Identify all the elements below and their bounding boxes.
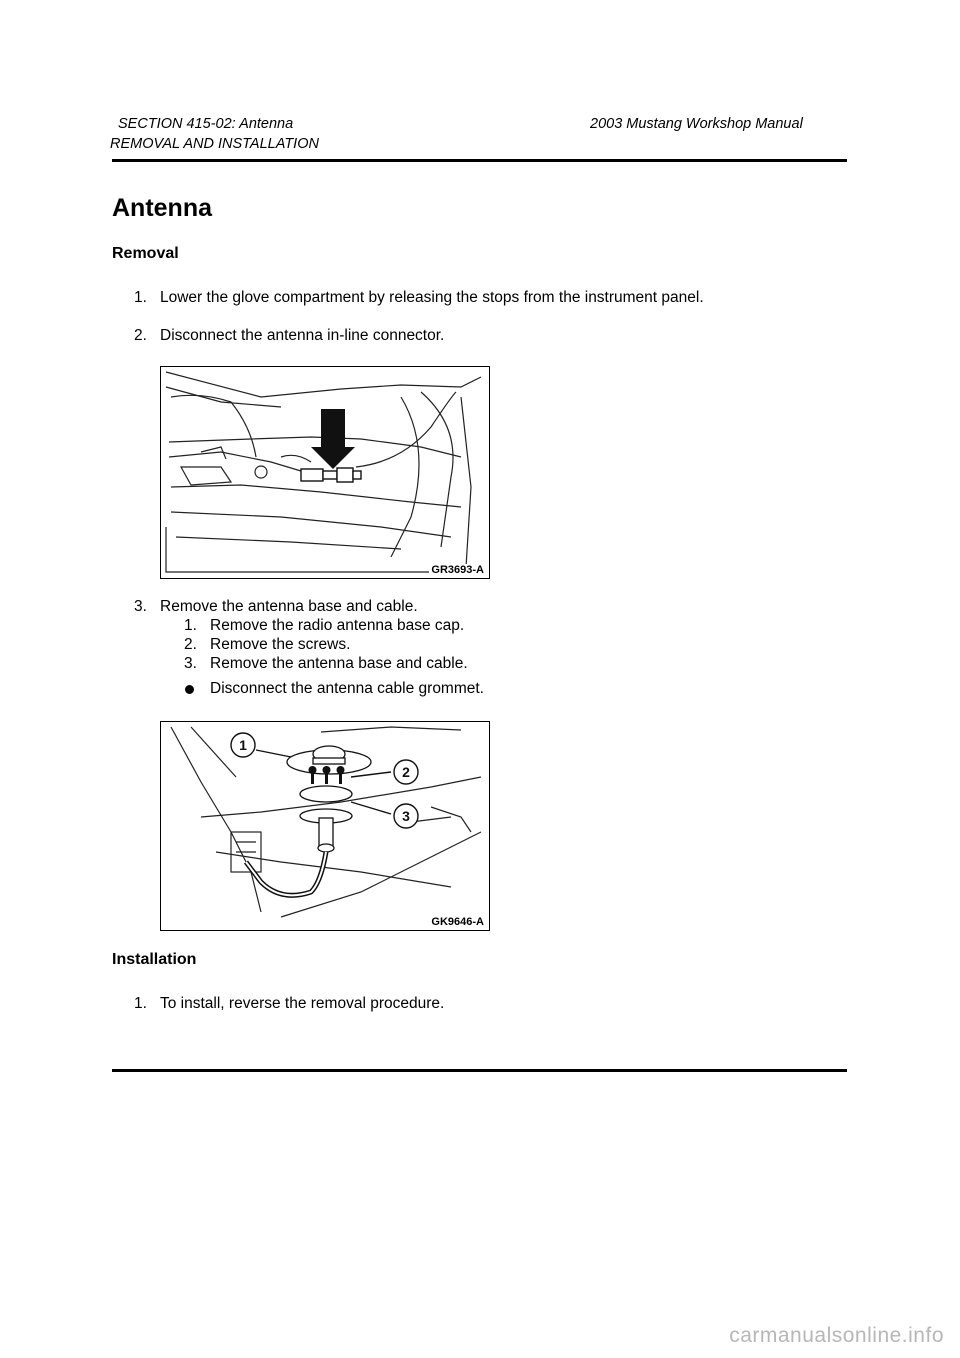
substep-text: Remove the antenna base and cable. [210,655,468,672]
step-text: Disconnect the antenna in-line connector. [160,327,445,344]
figure-caption: GR3693-A [431,564,484,576]
installation-heading: Installation [112,951,197,968]
callout-2: 2 [402,764,410,780]
step-number: 3. [134,598,147,615]
substep-text: Remove the radio antenna base cap. [210,617,465,634]
header-section: SECTION 415-02: Antenna [118,116,294,132]
footer-divider [112,1069,847,1072]
figure-caption: GK9646-A [431,916,484,928]
step-text: To install, reverse the removal procedure. [160,995,445,1012]
callout-3: 3 [402,808,410,824]
substep-number: 2. [184,636,197,653]
step-number: 1. [134,995,147,1012]
step-number: 2. [134,327,147,344]
step-text: Remove the antenna base and cable. [160,598,418,615]
figure-antenna-base [160,721,490,931]
header-manual-title: 2003 Mustang Workshop Manual [590,116,803,132]
step-text: Lower the glove compartment by releasing the stops from the instrument panel. [160,289,704,306]
substep-number: 1. [184,617,197,634]
connector-illustration [161,367,489,578]
substep-number: 3. [184,655,197,672]
watermark: carmanualsonline.info [729,1324,944,1347]
callout-1: 1 [239,737,247,753]
removal-heading: Removal [112,245,179,262]
figure-inline-connector [160,366,490,579]
header-divider [112,159,847,162]
step-number: 1. [134,289,147,306]
header-subtitle: REMOVAL AND INSTALLATION [110,136,319,152]
removal-bullet-note: Disconnect the antenna cable grommet. [210,680,484,697]
substep-text: Remove the screws. [210,636,351,653]
bullet-icon [185,685,194,694]
page-title: Antenna [112,194,212,222]
antenna-base-illustration [161,722,489,930]
